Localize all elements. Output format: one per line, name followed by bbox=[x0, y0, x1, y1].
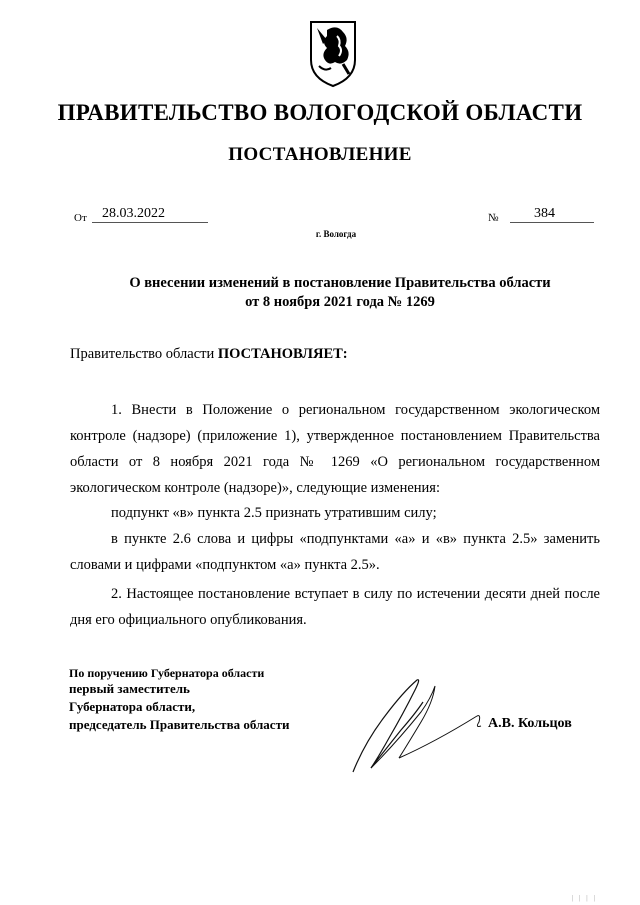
document-type: ПОСТАНОВЛЕНИЕ bbox=[228, 144, 412, 165]
signature-title-3: Губернатора области, bbox=[69, 699, 196, 714]
subject-line-1: О внесении изменений в постановление Правительства области bbox=[129, 275, 551, 291]
paragraph-1: 1. Внести в Положение о региональном государственном экологическом контроле (надзоре) (приложение 1), утвержденное постановлением Правительства области от 8 ноября 2021 года № 1269 «О региональном государственном экологическом контроле (надзоре)», следующие изменения: bbox=[70, 402, 600, 496]
preamble-bold: ПОСТАНОВЛЯЕТ: bbox=[217, 346, 348, 362]
city-label: г. Вологда bbox=[315, 229, 357, 239]
date-value: 28.03.2022 bbox=[92, 205, 208, 223]
subject-line-2: от 8 ноября 2021 года № 1269 bbox=[245, 294, 435, 310]
scan-marks: | | | | bbox=[572, 894, 597, 902]
signature-title-1: По поручению Губернатора области bbox=[69, 666, 265, 680]
handwritten-signature bbox=[345, 672, 485, 780]
coat-of-arms-emblem bbox=[303, 16, 363, 88]
signature-title-4: председатель Правительства области bbox=[69, 717, 290, 732]
number-label: № bbox=[488, 212, 499, 224]
signer-name: А.В. Кольцов bbox=[488, 716, 572, 731]
number-value: 384 bbox=[510, 205, 594, 223]
preamble bbox=[70, 341, 600, 367]
paragraph-4: 2. Настоящее постановление вступает в силу по истечении десяти дней после дня его официального опубликования. bbox=[70, 586, 600, 628]
preamble-lead: Правительство области bbox=[70, 346, 218, 362]
date-label: От bbox=[74, 212, 87, 224]
paragraph-3: в пункте 2.6 слова и цифры «подпунктами «а» и «в» пункта 2.5» заменить словами и цифрами «подпунктом «а» пункта 2.5». bbox=[70, 531, 600, 573]
paragraph-2: подпункт «в» пункта 2.5 признать утратившим силу; bbox=[111, 505, 437, 521]
signature-title-2: первый заместитель bbox=[69, 681, 190, 696]
org-title: ПРАВИТЕЛЬСТВО ВОЛОГОДСКОЙ ОБЛАСТИ bbox=[57, 100, 583, 125]
